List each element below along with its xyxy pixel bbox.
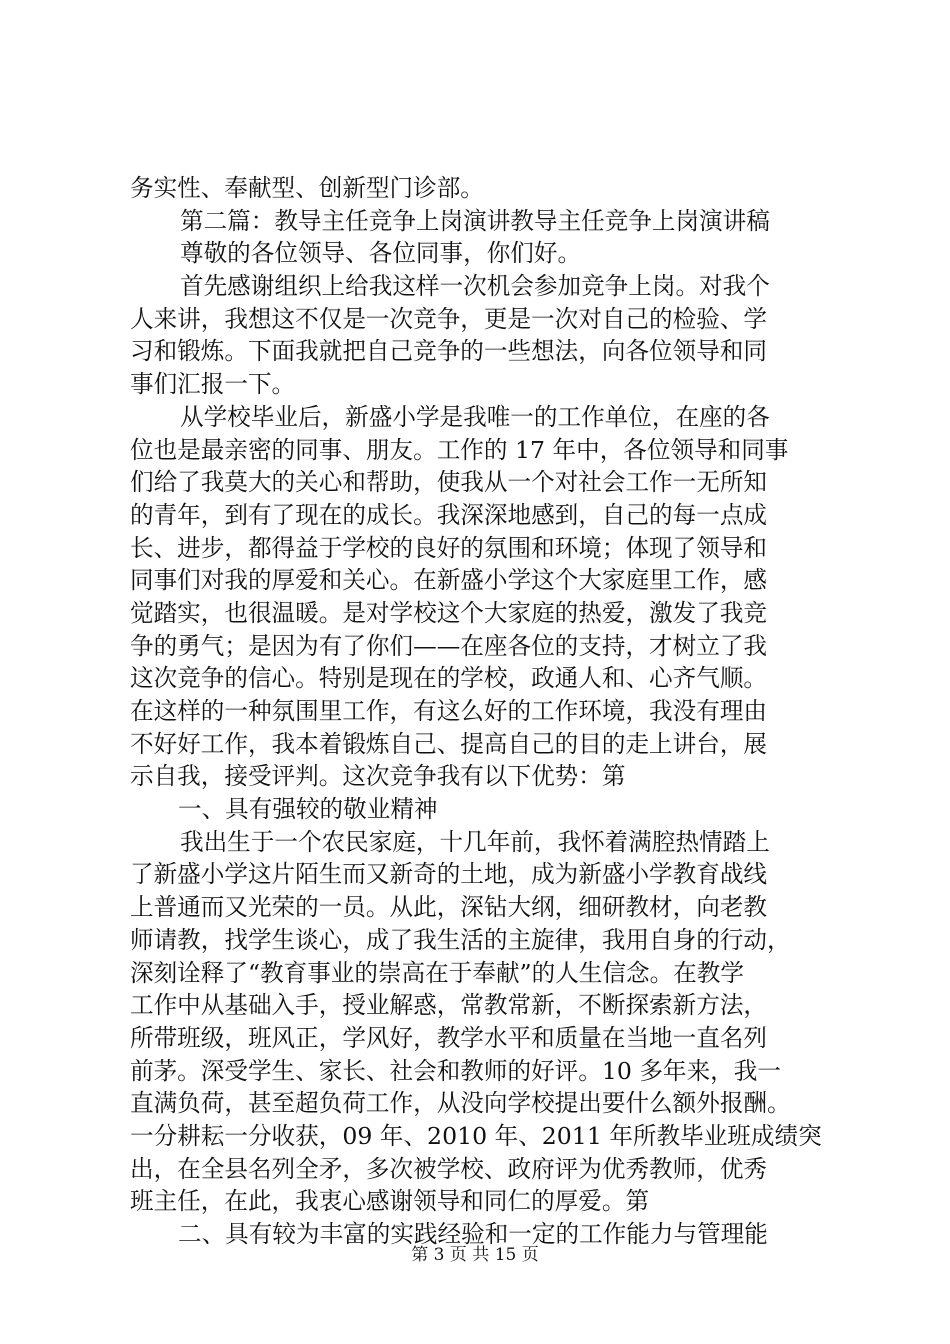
text-line: 直满负荷，甚至超负荷工作，从没向学校提出要什么额外报酬。 bbox=[130, 1089, 791, 1118]
text-line: 在这样的一种氛围里工作，有这么好的工作环境，我没有理由 bbox=[130, 697, 768, 725]
text-line: 这次竞争的信心。特别是现在的学校，政通人和、心齐气顺。 bbox=[130, 664, 768, 693]
text-line: 了新盛小学这片陌生而又新奇的土地，成为新盛小学教育战线 bbox=[130, 860, 768, 889]
text-line: 首先感谢组织上给我这样一次机会参加竞争上岗。对我个 bbox=[180, 272, 770, 301]
text-line: 的青年，到有了现在的成长。我深深地感到，自己的每一点成 bbox=[130, 500, 768, 529]
text-line: 事们汇报一下。 bbox=[130, 370, 296, 399]
text-line: 师请教，找学生谈心，成了我生活的主旋律，我用自身的行动， bbox=[130, 925, 791, 954]
text-line: 出，在全县名列全矛，多次被学校、政府评为优秀教师，优秀 bbox=[130, 1154, 768, 1183]
text-line: 们给了我莫大的关心和帮助，使我从一个对社会工作一无所知 bbox=[130, 468, 768, 497]
text-line: 习和锻炼。下面我就把自己竞争的一些想法，向各位领导和同 bbox=[130, 337, 768, 366]
text-line: 位也是最亲密的同事、朋友。工作的 17 年中，各位领导和同事 bbox=[130, 435, 789, 464]
text-line: 二、具有较为丰富的实践经验和一定的工作能力与管理能 bbox=[178, 1220, 768, 1248]
text-line: 第二篇：教导主任竞争上岗演讲教导主任竞争上岗演讲稿 bbox=[180, 206, 770, 235]
text-line: 所带班级，班风正，学风好，教学水平和质量在当地一直名列 bbox=[130, 1023, 768, 1052]
text-line: 尊敬的各位领导、各位同事，你们好。 bbox=[180, 239, 582, 268]
text-line: 觉踏实，也很温暖。是对学校这个大家庭的热爱，激发了我竞 bbox=[130, 598, 768, 627]
text-line: 从学校毕业后，新盛小学是我唯一的工作单位，在座的各 bbox=[180, 402, 770, 431]
text-line: 一分耕耘一分收获，09 年、2010 年、2011 年所教毕业班成绩突 bbox=[130, 1121, 822, 1150]
text-line: 示自我，接受评判。这次竞争我有以下优势：第 bbox=[130, 762, 626, 791]
page-footer bbox=[0, 1243, 950, 1267]
text-line: 前茅。深受学生、家长、社会和教师的好评。10 多年来，我一 bbox=[130, 1056, 781, 1085]
text-line: 上普通而又光荣的一员。从此，深钻大纲，细研教材，向老教 bbox=[130, 893, 768, 922]
text-line: 班主任，在此，我衷心感谢领导和同仁的厚爱。第 bbox=[130, 1187, 650, 1216]
text-line: 争的勇气；是因为有了你们——在座各位的支持，才树立了我 bbox=[130, 631, 768, 660]
document-body bbox=[130, 172, 835, 1251]
text-line: 务实性、奉献型、创新型门诊部。 bbox=[130, 174, 484, 202]
text-line: 同事们对我的厚爱和关心。在新盛小学这个大家庭里工作，感 bbox=[130, 566, 768, 595]
text-line: 长、进步，都得益于学校的良好的氛围和环境；体现了领导和 bbox=[130, 533, 768, 562]
text-line: 人来讲，我想这不仅是一次竞争，更是一次对自己的检验、学 bbox=[130, 304, 768, 333]
page-number-label: 第 3 页 共 15 页 bbox=[411, 1245, 539, 1265]
text-line: 不好好工作，我本着锻炼自己、提高自己的目的走上讲台，展 bbox=[130, 729, 768, 758]
text-line: 一、具有强较的敬业精神 bbox=[178, 795, 438, 824]
text-line: 我出生于一个农民家庭，十几年前，我怀着满腔热情踏上 bbox=[180, 827, 770, 856]
text-line: 深刻诠释了“教育事业的崇高在于奉献”的人生信念。在教学 bbox=[130, 958, 744, 987]
text-line: 工作中从基础入手，授业解惑，常教常新，不断探索新方法， bbox=[130, 991, 768, 1020]
